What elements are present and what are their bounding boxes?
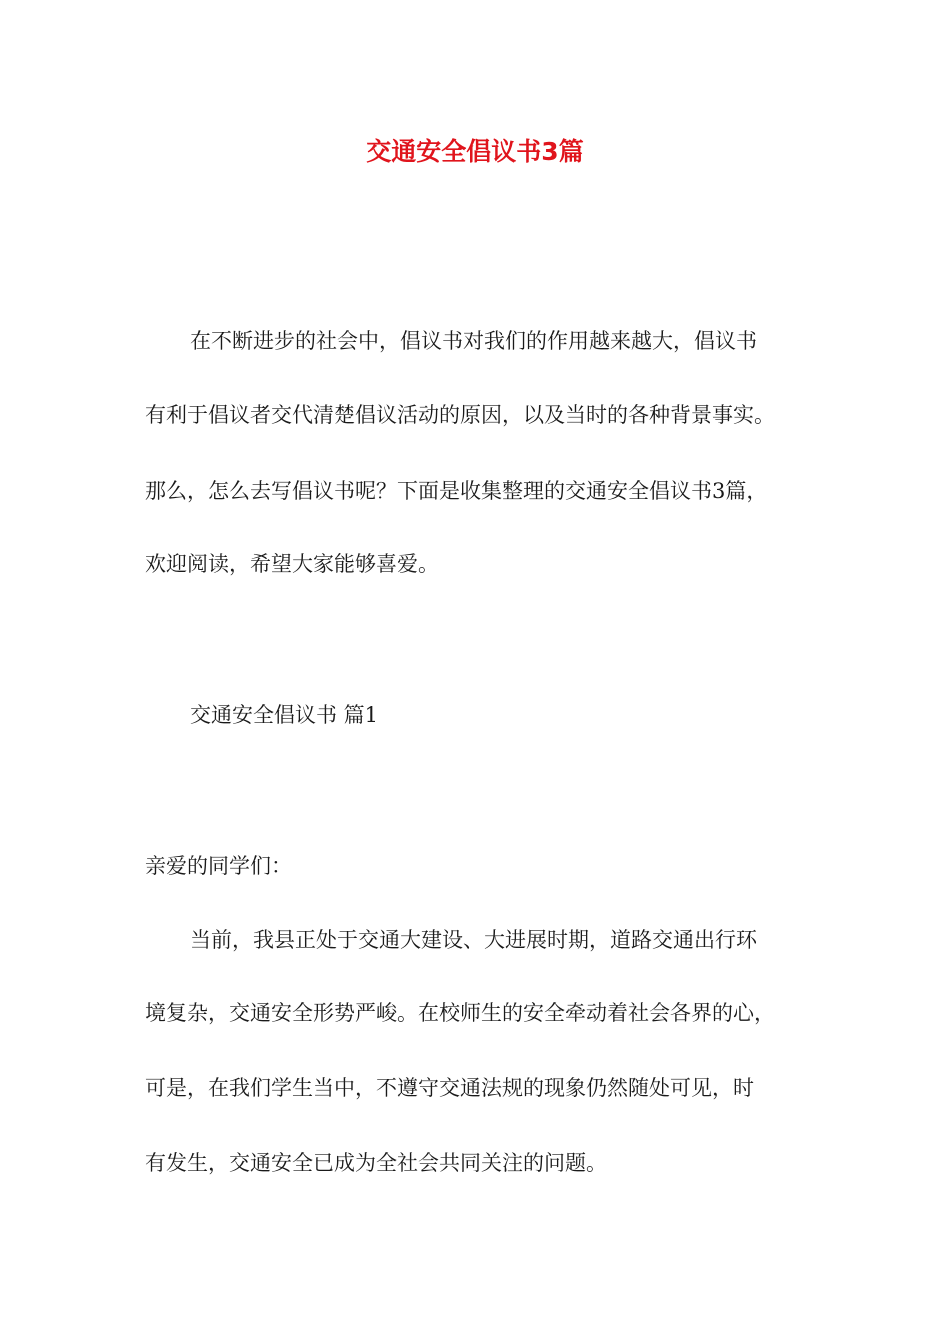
body-line: 境复杂，交通安全形势严峻。在校师生的安全牵动着社会各界的心，: [145, 1001, 775, 1025]
document-title: 交通安全倡议书3篇: [366, 137, 584, 166]
body-line: 可是，在我们学生当中，不遵守交通法规的现象仍然随处可见，时: [145, 1076, 754, 1100]
intro-line: 有利于倡议者交代清楚倡议活动的原因，以及当时的各种背景事实。: [145, 403, 775, 427]
body-line: 当前，我县正处于交通大建设、大进展时期，道路交通出行环: [190, 928, 757, 952]
section-heading: 交通安全倡议书 篇1: [190, 703, 379, 727]
salutation: 亲爱的同学们：: [145, 854, 292, 878]
intro-line: 欢迎阅读，希望大家能够喜爱。: [145, 552, 439, 576]
body-line: 有发生，交通安全已成为全社会共同关注的问题。: [145, 1151, 607, 1175]
intro-line: 在不断进步的社会中，倡议书对我们的作用越来越大，倡议书: [190, 329, 757, 353]
intro-line: 那么，怎么去写倡议书呢？下面是收集整理的交通安全倡议书3篇，: [145, 479, 768, 503]
